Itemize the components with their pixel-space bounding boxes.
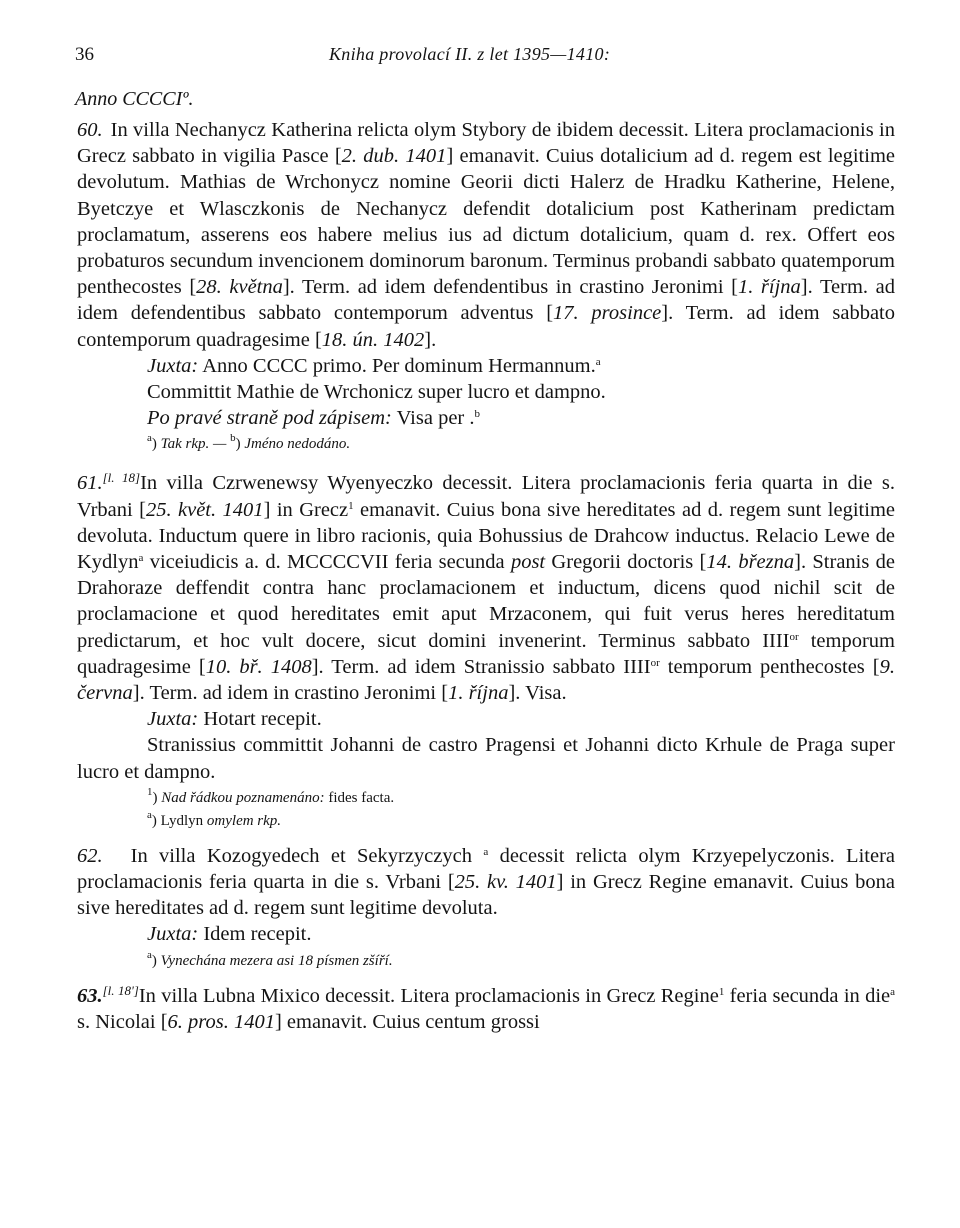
text-run: ]. bbox=[424, 328, 437, 351]
italic-date: 28. května bbox=[196, 276, 283, 299]
superscript: or bbox=[789, 630, 799, 643]
italic-date: 17. prosince bbox=[553, 302, 662, 325]
margin-note-text: Visa per . bbox=[391, 407, 475, 430]
text-run: ]. Term. ad idem defendentibus in crastino Jeronimi [ bbox=[282, 276, 738, 299]
italic-date: 2. dub. 1401 bbox=[341, 145, 447, 168]
footnote-text: fides facta. bbox=[324, 789, 395, 806]
entry-number: 62. bbox=[77, 844, 103, 867]
folio-ref: [l. 18] bbox=[102, 470, 141, 486]
text-run: ]. Term. ad idem in crastino Jeronimi [ bbox=[132, 682, 449, 705]
text-run: emanavit. Cuius bona sive hereditates ad d. regem sunt legitime devoluta. Inductum quere in libro racionis, quia Bohussius de Drahcow inductus. Relacio Lewe de Kydlyn bbox=[77, 498, 895, 574]
margin-note bbox=[77, 405, 895, 431]
running-title: Kniha provolací II. z let 1395—1410: bbox=[329, 44, 611, 64]
text-run: ]. Term. ad idem defendentibus sabbato contemporum adventus [ bbox=[77, 276, 895, 325]
entry-61 bbox=[77, 470, 895, 706]
text-run: ] emanavit. Cuius centum grossi bbox=[274, 1010, 540, 1033]
text-run: feria secunda in die bbox=[724, 984, 891, 1007]
text-run: ] in Grecz Regine emanavit. Cuius bona sive hereditates ad d. regem sunt legitime devoluta. bbox=[77, 871, 895, 920]
footnotes-62: $^a$) Vynechána mezera asi 18 písmen zšíří. bbox=[147, 948, 393, 969]
footnote-1: $^1$) Nad řádkou poznamenáno: fides facta. bbox=[147, 785, 395, 806]
superscript: or bbox=[650, 656, 660, 669]
text-run: ]. Term. ad idem sabbato contemporum quadragesime [ bbox=[77, 302, 895, 351]
stranissius-paragraph: Stranissius committit Johanni de castro Pragensi et Johanni dicto Krhule de Praga super lucro et dampno. bbox=[77, 734, 895, 783]
text-run: ]. Term. ad idem Stranissio sabbato IIII bbox=[311, 655, 651, 678]
italic-date: 6. pros. 1401 bbox=[167, 1010, 275, 1033]
footnote-text: Vynechána mezera asi 18 písmen zšíří. bbox=[160, 952, 393, 969]
folio-ref: [l. 18'] bbox=[102, 982, 139, 998]
footnote-mark: a bbox=[147, 948, 152, 961]
footnote-text: Lydlyn bbox=[160, 812, 204, 829]
text-run: ] emanavit. Cuius dotalicium ad d. regem est legitime devolutum. Mathias de Wrchonycz nomine Georii dicti Halerz de Hradku Katherine, Helene, Byetczye et Wlasczkonis de Nechanycz defendit dotalicium post Katherinam predictam proclamatum, asserens eos habere melius ius ad dictum dotalicium, quam d. rex. Offert eos probaturos secundum invencionem dominorum baronum. Terminus probandi sabbato quatemporum penthecostes [ bbox=[77, 145, 895, 299]
entry-number: 60. bbox=[77, 119, 103, 141]
margin-note-label: Po pravé straně pod zápisem: bbox=[147, 407, 392, 430]
text-run: ]. Stranis de Drahoraze deffendit contra hanc proclamacionem et inductum, dicens quod nichil scit de proclamacione et quod hereditates emit aput Mrzaconem, qui fuit verus heres hereditatum predictarum, et hoc vult docere, sicut domini invenerint. Terminus sabbato IIII bbox=[77, 551, 896, 652]
entry-number: 61. bbox=[77, 472, 103, 495]
entry-text bbox=[77, 119, 895, 351]
text-run: temporum quadragesime [ bbox=[77, 629, 895, 678]
footnote-label: Nad řádkou poznamenáno: bbox=[161, 789, 325, 806]
year-heading: Anno CCCCIº. bbox=[75, 88, 194, 110]
footnote-mark: a bbox=[147, 432, 152, 445]
footnote-ref: a bbox=[595, 355, 601, 368]
committit-line: Committit Mathie de Wrchonicz super lucro et dampno. bbox=[147, 381, 606, 404]
italic-date: 1. října bbox=[448, 682, 509, 705]
italic-date: post bbox=[510, 551, 546, 574]
italic-date: 18. ún. 1402 bbox=[321, 328, 425, 351]
superscript: a bbox=[483, 845, 489, 858]
entry-text bbox=[77, 982, 896, 1033]
juxta-text: Anno CCCC primo. Per dominum Hermannum. bbox=[198, 354, 596, 377]
juxta-label: Juxta: bbox=[147, 708, 199, 731]
juxta-label: Juxta: bbox=[147, 354, 199, 377]
italic-date: 14. března bbox=[706, 551, 795, 574]
juxta-note bbox=[77, 353, 895, 379]
text-run: ] in Grecz bbox=[263, 498, 349, 521]
juxta-text: Hotart recepit. bbox=[198, 708, 322, 731]
text-run: In villa Lubna Mixico decessit. Litera proclamacionis in Grecz Regine bbox=[138, 984, 719, 1007]
entry-number: 63. bbox=[77, 984, 103, 1007]
text-run: In villa Kozogyedech et Sekyrzyczych bbox=[130, 844, 484, 867]
footnote-italic: omylem rkp. bbox=[203, 812, 282, 829]
entry-62 bbox=[77, 843, 895, 922]
italic-date: 25. kv. 1401 bbox=[454, 871, 557, 894]
text-run: In villa Czrwenewsy Wyenyeczko decessit. Litera proclamacionis feria quarta in die s. Vrbani [ bbox=[77, 472, 895, 521]
footnote-a: $^a$) Lydlyn omylem rkp. bbox=[147, 808, 282, 829]
italic-date: 1. října bbox=[737, 276, 801, 299]
footnote-mark: 1 bbox=[147, 785, 153, 798]
text-run: ]. Visa. bbox=[508, 682, 567, 705]
juxta-label: Juxta: bbox=[147, 923, 199, 946]
superscript: 1 bbox=[718, 985, 725, 998]
page bbox=[77, 44, 895, 1035]
text-run: viceiudicis a. d. MCCCCVII feria secunda bbox=[143, 551, 511, 574]
footnote-mark: b bbox=[230, 432, 236, 445]
running-header bbox=[77, 44, 895, 76]
page-number: 36 bbox=[75, 44, 94, 65]
juxta-note bbox=[77, 706, 895, 732]
italic-date: 25. květ. 1401 bbox=[145, 498, 264, 521]
text-run: s. Nicolai [ bbox=[77, 1010, 168, 1033]
entry-text bbox=[77, 845, 895, 919]
footnote-text: Jméno nedodáno. bbox=[244, 436, 351, 453]
superscript: a bbox=[138, 552, 144, 565]
footnote-text: Tak rkp. — bbox=[160, 436, 227, 453]
footnote-ref: b bbox=[474, 408, 480, 421]
italic-date: 10. bř. 1408 bbox=[205, 655, 312, 678]
footnotes-60: $^a$) Tak rkp. — $^b$) Jméno nedodáno. bbox=[147, 432, 351, 453]
superscript: 1 bbox=[348, 499, 354, 512]
juxta-text: Idem recepit. bbox=[198, 923, 312, 946]
juxta-note bbox=[77, 921, 895, 947]
entry-text bbox=[77, 472, 895, 704]
footnotes-61 bbox=[77, 787, 895, 833]
text-run: In villa Nechanycz Katherina relicta olym Stybory de ibidem decessit. Litera proclamacionis in Grecz sabbato in vigilia Pasce [ bbox=[77, 119, 895, 168]
entry-63 bbox=[77, 983, 895, 1035]
text-run: temporum penthecostes [ bbox=[659, 655, 880, 678]
superscript: a bbox=[890, 985, 896, 998]
footnote-mark: a bbox=[147, 808, 152, 821]
text-run: Gregorii doctoris [ bbox=[545, 551, 707, 574]
text-run: decessit relicta olym Krzyepelyczonis. Litera proclamacionis feria quarta in die s. Vrbani [ bbox=[77, 844, 895, 894]
italic-date: 9. června bbox=[77, 655, 895, 705]
entry-60 bbox=[77, 117, 895, 353]
